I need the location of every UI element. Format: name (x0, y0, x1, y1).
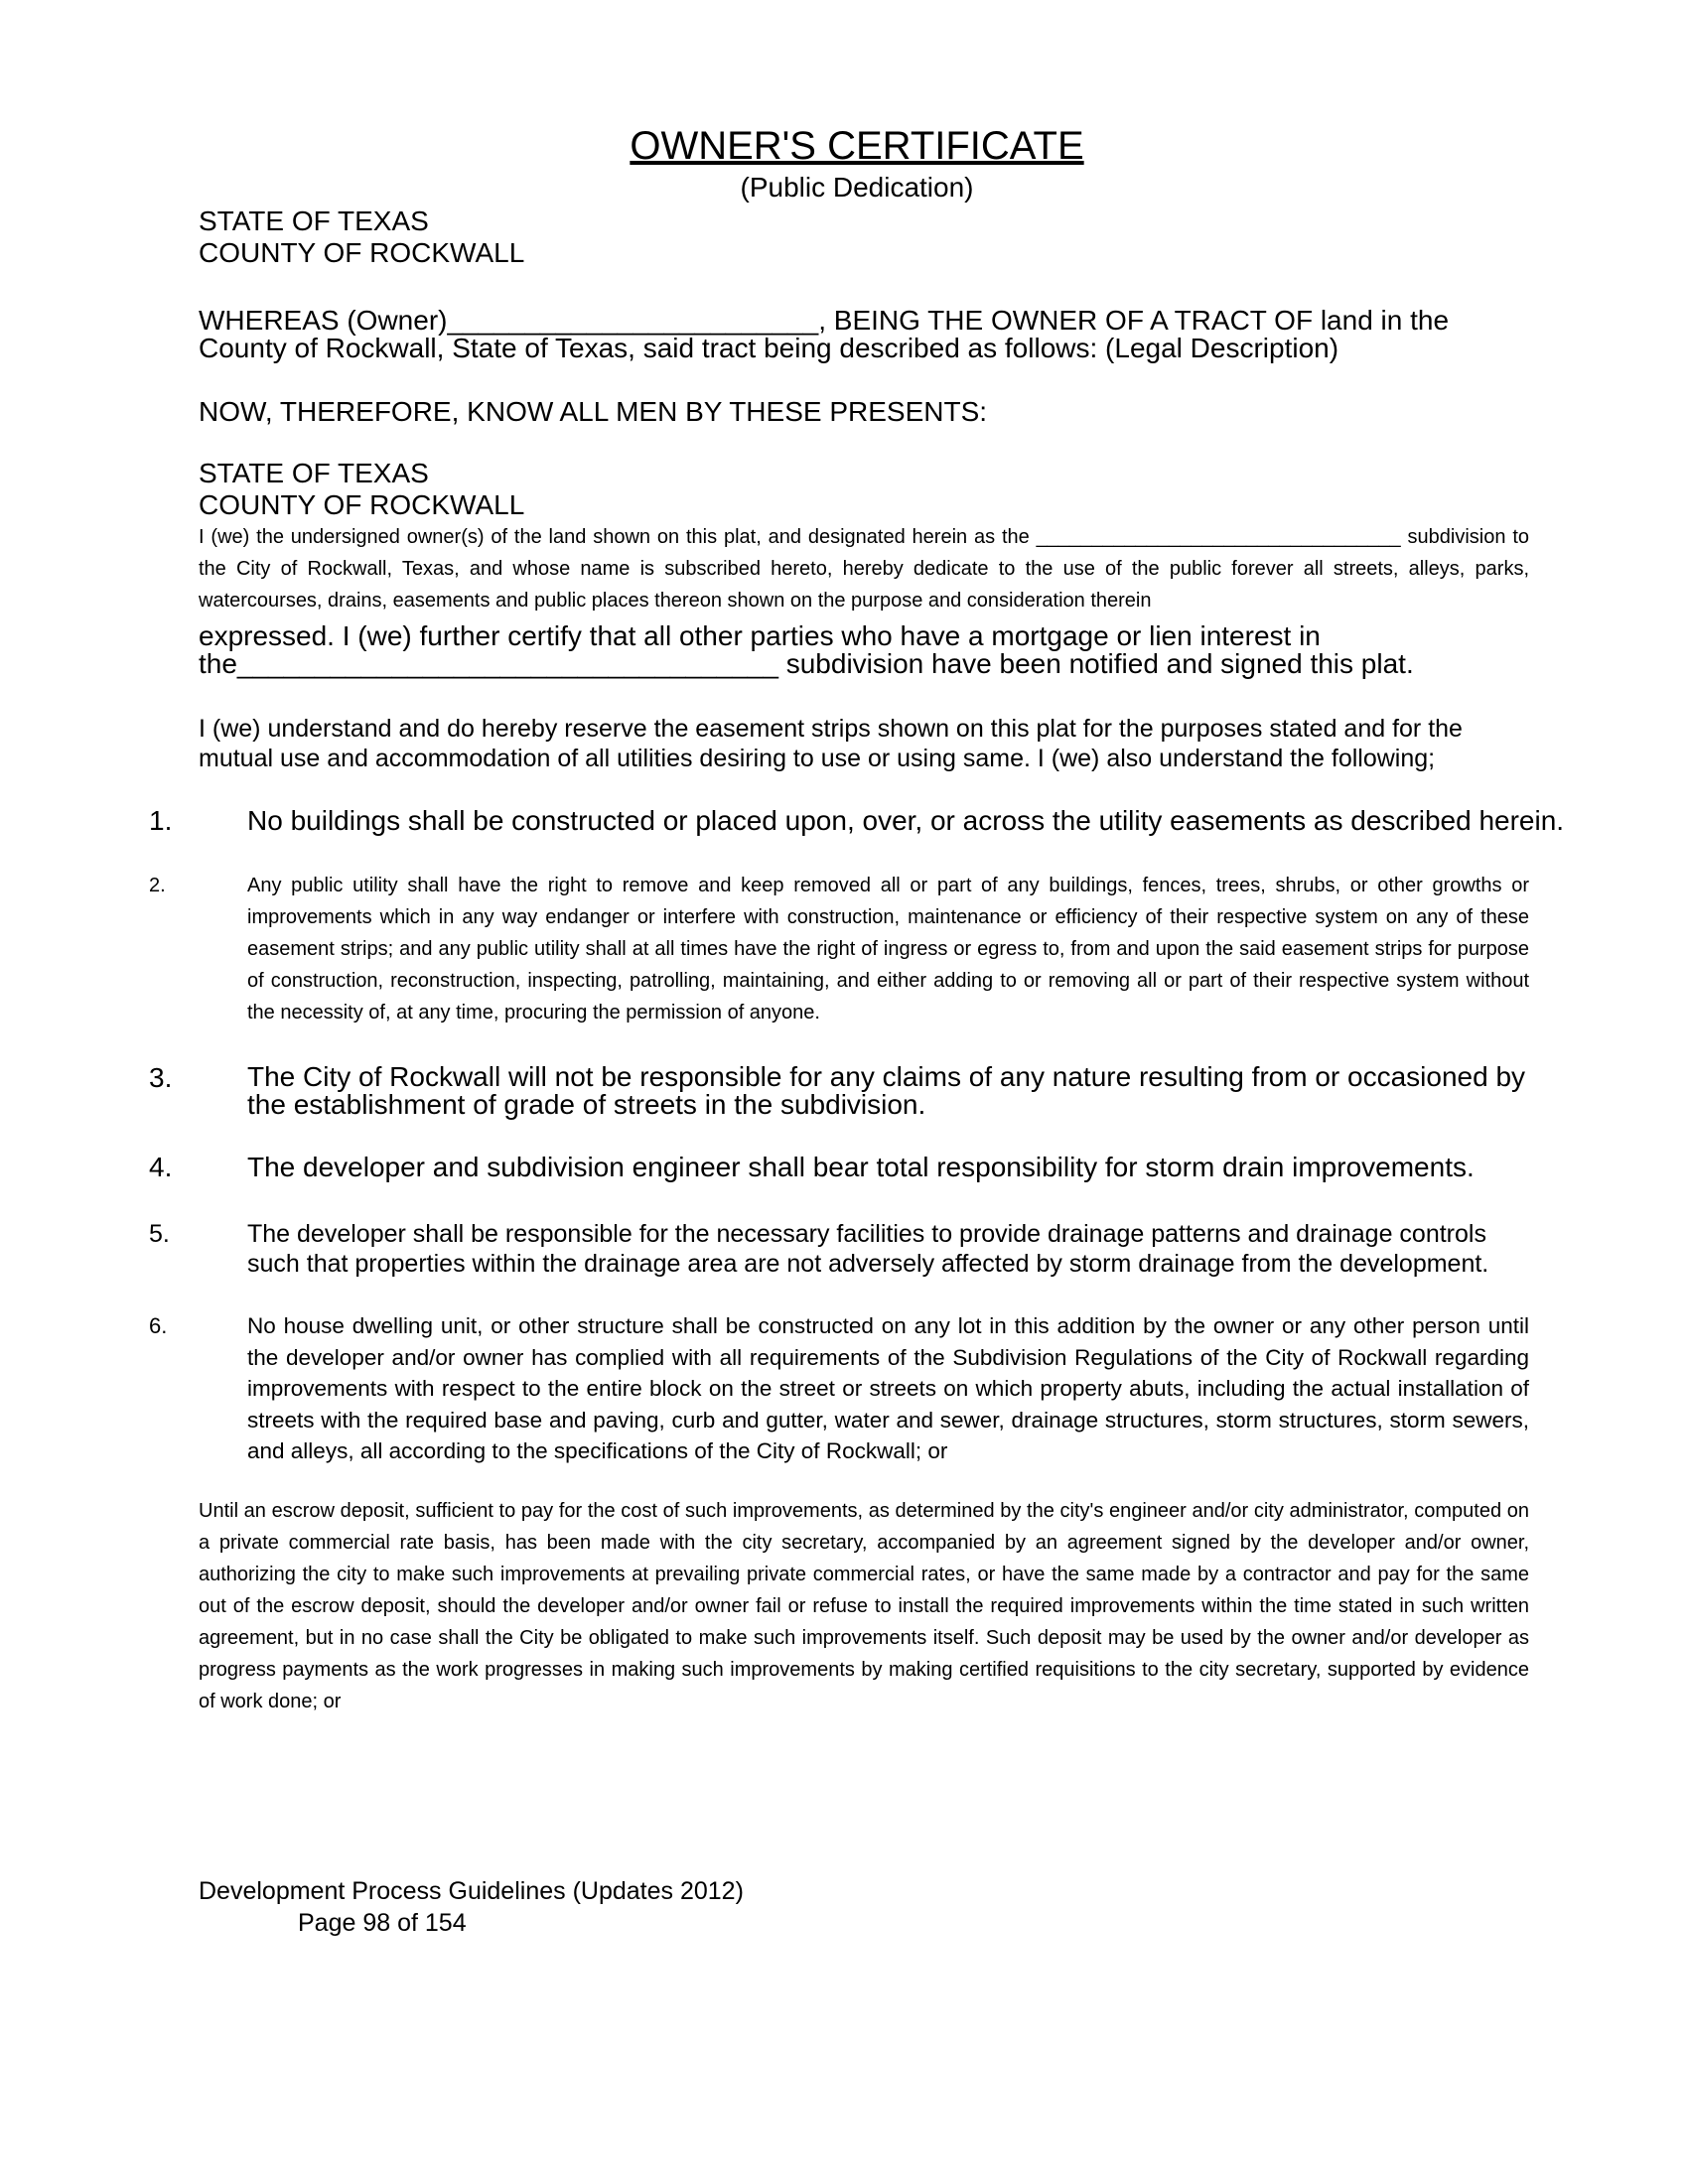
escrow-paragraph: Until an escrow deposit, sufficient to pay for the cost of such improvements, as determined by the city's engineer and/or city administrator, computed on a private commercial rate basis, has been made with the city secretary, accompanied by an agreement signed by the developer and/or owner, authorizing the city to make such improvements at prevailing private commercial rates, or have the same made by a contractor and pay for the same out of the escrow deposit, should the developer and/or owner fail or refuse to install the required improvements within the time stated in such written agreement, but in no case shall the City be obligated to make such improvements itself. Such deposit may be used by the owner and/or developer as progress payments as the work progresses in making such improvements by making certified requisitions to the city secretary, supported by evidence of work done; or (199, 1500, 1529, 1712)
certify-line-1: expressed. I (we) further certify that all other parties who have a mortgage or lien interest in (199, 620, 1321, 651)
whereas-line-2: County of Rockwall, State of Texas, said tract being described as follows: (Legal Description) (199, 333, 1339, 363)
footer-title: Development Process Guidelines (Updates 2012) (199, 1877, 744, 1905)
item-number: 1. (149, 805, 173, 836)
state-heading-2: STATE OF TEXAS (199, 458, 429, 488)
list-item: No buildings shall be constructed or placed upon, over, or across the utility easements as described herein. (247, 805, 1565, 836)
list-item: The developer shall be responsible for the necessary facilities to provide drainage patterns and drainage controls such that properties within the drainage area are not adversely affected by storm drainage from the development. (247, 1220, 1489, 1278)
list-item: No house dwelling unit, or other structure shall be constructed on any lot in this addition by the owner or any other person until the developer and/or owner has complied with all requirements of the Subdivision Regulations of the City of Rockwall regarding improvements with respect to the entire block on the street or streets on which property abuts, including the actual installation of streets with the required base and paving, curb and gutter, water and sewer, drainage structures, storm structures, storm sewers, and alleys, all according to the specifications of the City of Rockwall; or (247, 1313, 1529, 1463)
now-therefore-heading: NOW, THEREFORE, KNOW ALL MEN BY THESE PRESENTS: (199, 396, 988, 427)
county-heading-2: COUNTY OF ROCKWALL (199, 489, 525, 520)
document-title: OWNER'S CERTIFICATE (630, 124, 1084, 168)
page-number: Page 98 of 154 (298, 1909, 467, 1937)
list-item: Any public utility shall have the right to remove and keep removed all or part of any buildings, fences, trees, shrubs, or other growths or improvements which in any way endanger or interfere with construction, maintenance or efficiency of their respective system on any of these easement strips; and any public utility shall at all times have the right of ingress or egress to, from and upon the said easement strips for purpose of construction, reconstruction, inspecting, patrolling, maintaining, and either adding to or removing all or part of their respective system without the necessity of, at any time, procuring the permission of anyone. (247, 875, 1529, 1024)
item-number: 5. (149, 1220, 170, 1248)
dedication-paragraph: I (we) the undersigned owner(s) of the land shown on this plat, and designated herein as the _________________________________ subdivision to the City of Rockwall, Texas, and whose name is subscribed hereto, hereby dedicate to the use of the public forever all streets, alleys, parks, watercourses, drains, easements and public places thereon shown on the purpose and consideration therein (199, 526, 1529, 612)
state-heading: STATE OF TEXAS (199, 205, 429, 236)
certify-line-2: the___________________________________ subdivision have been notified and signed this plat. (199, 648, 1414, 679)
list-item: The City of Rockwall will not be responsible for any claims of any nature resulting from or occasioned by the establishment of grade of streets in the subdivision. (247, 1061, 1526, 1120)
item-number: 4. (149, 1152, 173, 1182)
reserve-paragraph: I (we) understand and do hereby reserve the easement strips shown on this plat for the purposes stated and for the mutual use and accommodation of all utilities desiring to use or using same. I (we) also understand the following; (199, 715, 1463, 772)
whereas-line-1: WHEREAS (Owner)________________________, BEING THE OWNER OF A TRACT OF land in the (199, 305, 1450, 336)
county-heading: COUNTY OF ROCKWALL (199, 237, 525, 268)
list-item: The developer and subdivision engineer shall bear total responsibility for storm drain improvements. (247, 1152, 1475, 1182)
item-number: 6. (149, 1313, 168, 1338)
document-subtitle: (Public Dedication) (740, 172, 974, 203)
item-number: 2. (149, 875, 166, 896)
item-number: 3. (149, 1062, 173, 1093)
